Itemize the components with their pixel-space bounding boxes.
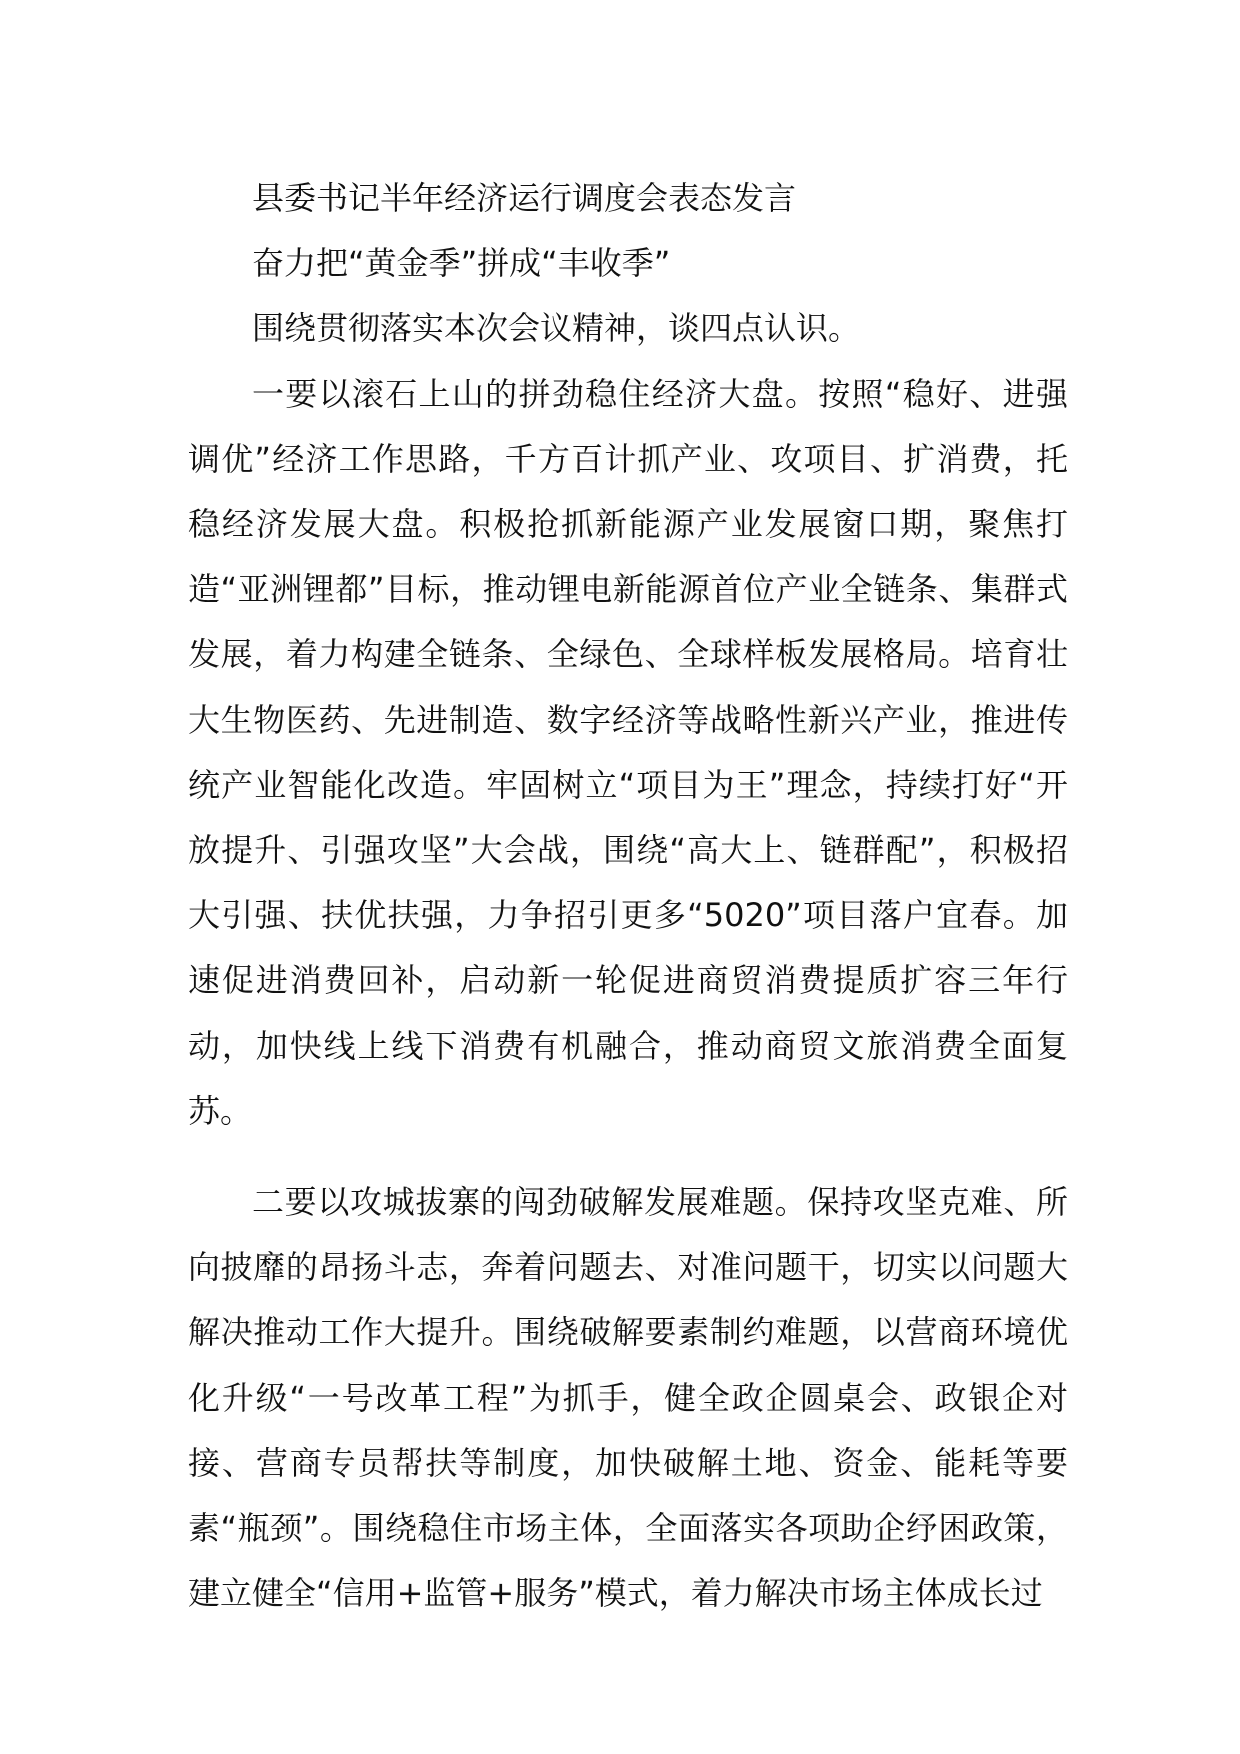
paragraph-gap — [188, 1144, 1068, 1170]
paragraph-2: 二要以攻城拔寨的闯劲破解发展难题。保持攻坚克难、所向披靡的昂扬斗志，奔着问题去、对准问题干，切实以问题大解决推动工作大提升。围绕破解要素制约难题，以营商环境优化升级“一号改革工程”为抓手，健全政企圆桌会、政银企对接、营商专员帮扶等制度，加快破解土地、资金、能耗等要素“瓶颈”。围绕稳住市场主体，全面落实各项助企纾困政策，建立健全“信用+监管+服务”模式，着力解决市场主体成长过 — [188, 1183, 1068, 1613]
document-body — [188, 166, 1068, 1626]
document-intro: 围绕贯彻落实本次会议精神，谈四点认识。 — [252, 309, 861, 348]
document-title: 县委书记半年经济运行调度会表态发言 — [252, 179, 797, 217]
document-subtitle: 奋力把“黄金季”拼成“丰收季” — [252, 244, 671, 283]
paragraph-1: 一要以滚石上山的拼劲稳住经济大盘。按照“稳好、进强调优”经济工作思路，千方百计抓产业、攻项目、扩消费，托稳经济发展大盘。积极抢抓新能源产业发展窗口期，聚焦打造“亚洲锂都”目标，推动锂电新能源首位产业全链条、集群式发展，着力构建全链条、全绿色、全球样板发展格局。培育壮大生物医药、先进制造、数字经济等战略性新兴产业，推进传统产业智能化改造。牢固树立“项目为王”理念，持续打好“开放提升、引强攻坚”大会战，围绕“高大上、链群配”，积极招大引强、扶优扶强，力争招引更多“5020”项目落户宜春。加速促进消费回补，启动新一轮促进商贸消费提质扩容三年行动，加快线上线下消费有机融合，推动商贸文旅消费全面复苏。 — [188, 374, 1068, 1130]
